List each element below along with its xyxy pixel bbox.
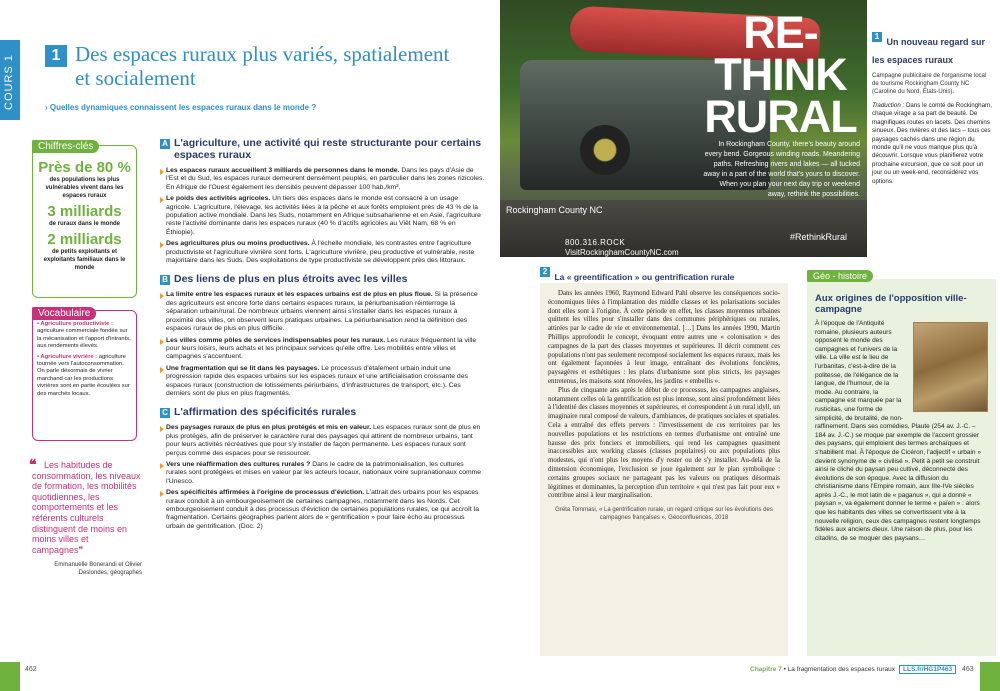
paragraph-text: L'attrait des urbains pour les espaces ruraux conduit à un embourgeoisement de certaines campagnes, notamment dans les Nords. Cet embourgeoisement conduit à des processus d'éviction de certaines populations rurales, ce qui accroît la fragmentation. Certains géographes parlent alors de « gentrification » pour faire écho au processus urbain de gentrification. (Doc. 2) (166, 489, 479, 530)
campaign-logo: Rockingham County NC (506, 205, 603, 215)
page-number: 463 (962, 666, 974, 673)
geo-history-box (807, 279, 996, 656)
vocabulary-item (37, 354, 132, 398)
section-paragraph (160, 489, 485, 531)
doc1-caption: Campagne publicitaire de l'organisme local de tourisme Rockingham County NC (Caroline du Nord, États-Unis). (872, 73, 987, 95)
section-letter: C (160, 408, 170, 418)
footer-chapter: Chapitre 7 (750, 666, 782, 673)
lesson-content (160, 137, 485, 539)
paragraph-text: Les espaces ruraux sont de plus en plus protégés, afin de préserver le caractère rural des paysages qui attirent de nombreux urbains, tant pour leurs activités récréatives que pour s'y installer de façon permanente. Les espaces ruraux sont perçus comme des espaces pour se ressourcer. (166, 424, 481, 457)
section-paragraph (160, 291, 485, 333)
stat-value: 2 milliards (47, 231, 122, 248)
doc2-text-box (540, 283, 788, 656)
campaign-hashtag: #RethinkRural (790, 232, 848, 242)
spare-tire-shape (580, 125, 630, 175)
campaign-url: VisitRockinghamCountyNC.com (565, 248, 679, 257)
stat-value: 3 milliards (47, 203, 122, 220)
vocabulary-term: • Agriculture productiviste : (37, 321, 113, 327)
lesson-section (160, 137, 485, 265)
paragraph-lead: Des agricultures plus ou moins productives. (166, 240, 310, 248)
translation-text: Dans le comté de Rockingham, chaque virage a sa part de beauté. De magnifiques routes en lacets. Des chemins sinueux. Des rivières et des lacs – tous ces paysages cachés dans une région du monde qu'il ne vous manque plus qu'à découvrir. Lorsque vous planifierez votre prochaine excursion, que ce soit pour un jour ou un week-end, reconsidérez vos options. (872, 102, 992, 185)
roman-mosaic-image (913, 322, 988, 412)
section-paragraph (160, 337, 485, 362)
key-figures-box (32, 145, 137, 298)
page-corner (980, 662, 1000, 691)
chapter-title: Des espaces ruraux plus variés, spatialement et socialement (75, 42, 450, 90)
cours-tab (0, 40, 20, 120)
doc1-caption-box (872, 32, 992, 186)
paragraph-lead: Des spécificités affirmées à l'origine de processus d'éviction. (166, 489, 365, 497)
key-figures-label: Chiffres-clés (32, 140, 99, 153)
paragraph-lead: La limite entre les espaces ruraux et les espaces urbains est de plus en plus floue. (166, 291, 433, 299)
paragraph-text: Dans le cadre de la patrimonialisation, les cultures rurales sont protégées et mises en valeur par les acteurs locaux, nationaux voire supranationaux comme l'Unesco. (166, 460, 482, 485)
doc-number: 2 (540, 267, 550, 277)
stat-value: Près de 80 % (38, 159, 131, 176)
paragraph-lead: Le poids des activités agricoles. (166, 195, 271, 203)
doc2-paragraph: Plus de cinquante ans après le début de ce processus, les campagnes anglaises, notamment celles où la gentrification est plus intense, sont ainsi profondément liées à l'identité des classes moyennes et supérieures, et correspondent à un rural idyll, un imaginaire rural composé de valeurs, d'ambiances, de pratiques sociales et spatiales. Cela a entraîné des effets pervers : l'investissement de ces territoires par les nouvelles populations et les restrictions en termes d'urbanisme ont entraîné une hausse des prix fonciers et immobiliers, qui rend les campagnes quasiment inaccessibles aux working classes (classes populaires) ou aux populations plus modestes, qui n'ont plus les moyens d'y rester ou de s'y installer. Au-delà de la dimension économique, l'exclusion se joue également sur le plan symbolique : certains groupes sociaux ne partageant pas les valeurs ou pratiques désormais légitimes et dominantes, la perception d'un territoire « qui n'est pas fait pour eux » contribue ainsi à leur marginalisation. (548, 386, 780, 500)
section-letter: A (160, 139, 170, 149)
doc-number: 1 (872, 32, 882, 42)
doc2-source: Gréta Tommasi, « La gentrification rurale, un regard critique sur les évolutions des campagnes françaises », Géoconfluences, 2018 (555, 507, 773, 522)
section-paragraph (160, 424, 485, 458)
paragraph-lead: Vers une réaffirmation des cultures rurales ? (166, 460, 311, 468)
paragraph-text: Si la présence des agriculteurs est encore forte dans certains espaces ruraux, la périurbanisation réinterroge la séparation urbain/rural. De nombreux urbains viennent ainsi s'installer dans les espaces ruraux à proximité des villes, on observent leurs pratiques urbaines. La périurbanisation rend la définition des espaces ruraux de plus en plus difficile. (166, 291, 478, 333)
doc1-translation (872, 102, 992, 186)
stat-description: des populations les plus vulnérables vivent dans les espaces ruraux (45, 177, 124, 199)
page-corner (0, 662, 20, 691)
translation-label: Traduction : (872, 102, 905, 109)
vocabulary-term: • Agriculture vivrière : (37, 353, 98, 360)
section-header (160, 137, 485, 161)
section-header (160, 406, 485, 418)
doc1-title: Un nouveau regard sur les espaces ruraux (872, 37, 985, 65)
paragraph-lead: Les espaces ruraux accueillent 3 milliards de personnes dans le monde. (166, 167, 400, 174)
chapter-question: › Quelles dynamiques connaissent les espaces ruraux dans le monde ? (45, 103, 317, 112)
paragraph-text: Un tiers des espaces dans le monde est consacré à un usage agricole. L'agriculture, l'élevage, les activités liées à la pêche et aux forêts emploient près de 43 % de la population active mondiale. Dans les Suds, notamment en Afrique subsaharienne et en Asie, l'agriculture reste l'activité dominante dans les espaces ruraux (40 % d'actifs agricoles au Viêt Nam, 68 % en Éthiopie). (166, 195, 481, 236)
section-header (160, 273, 485, 285)
section-title: Des liens de plus en plus étroits avec les villes (174, 273, 408, 286)
right-page (500, 0, 1000, 691)
quote-box (29, 456, 142, 577)
lesson-section (160, 273, 485, 398)
geo-history-title: Aux origines de l'opposition ville-campagne (815, 293, 967, 315)
paragraph-text: À l'échelle mondiale, les contrastes entre l'agriculture productiviste et l'agriculture vivrière sont forts. L'agriculture vivrière, peu productive et vulnérable, reste majoritaire dans les Suds. Des exploitations de type productiviste se développent près des littoraux. (166, 240, 475, 265)
paragraph-lead: Une fragmentation qui se lit dans les paysages. (166, 364, 320, 372)
section-letter: B (160, 275, 170, 285)
geo-history-label: Géo - histoire (807, 270, 873, 282)
footer-title: • La fragmentation des espaces ruraux (781, 666, 895, 673)
vocabulary-definition: agriculture tournée vers l'autoconsommation. On parle désormais de vivrier marchand car les productions vivrières sont en partie écoulées sur des marchés locaux. (37, 353, 130, 397)
doc2-title: La « greentification » ou gentrification rurale (554, 272, 735, 282)
stat-description: de petits exploitants et exploitants familiaux dans le monde (43, 249, 126, 271)
vocabulary-definition: agriculture commerciale fondée sur la mécanisation et l'apport d'intrants, aux rendements élevés. (37, 328, 131, 350)
paragraph-lead: Des paysages ruraux de plus en plus protégés et mis en valeur. (166, 424, 372, 432)
section-paragraph (160, 240, 485, 265)
section-title: L'agriculture, une activité qui reste structurante pour certains espaces ruraux (174, 137, 482, 161)
section-paragraph (160, 365, 485, 399)
campaign-photo (500, 0, 867, 257)
cours-tab-label: COURS 1 (3, 54, 15, 110)
campaign-copy: In Rockingham County, there's beauty around every bend. Gorgeous winding roads. Meandering paths. Refreshing rivers and lakes — all tucked away in a part of the world that's yours to discover. When you plan your next day trip or weekend away, rethink the possibilities. (703, 141, 860, 198)
paragraph-text: Dans les pays d'Asie de l'Est et du Sud, les espaces ruraux demeurent densément peuplés, en particulier dans les zones rizicoles. En Afrique de l'Ouest également les densités peuvent dépasser 100 hab./km². (166, 167, 485, 191)
vocabulary-label: Vocabulaire (32, 307, 96, 320)
paragraph-lead: Les villes comme pôles de services indispensables pour les ruraux. (166, 336, 386, 344)
section-paragraph (160, 167, 485, 192)
footer-link-code[interactable]: LLS.fr/HG1P463 (899, 665, 956, 674)
section-paragraph (160, 461, 485, 486)
section-paragraph (160, 195, 485, 237)
paragraph-text: Les ruraux fréquentent la ville pour leurs loisirs, leurs achats et les principaux services qu'elle offre. Les mobilités entre villes et campagnes s'accentuent. (166, 336, 477, 361)
geo-history-text: À l'époque de l'Antiquité romaine, plusieurs auteurs opposent le monde des campagnes et l'univers de la ville. La ville est le lieu de l'urbanitas, c'est-à-dire de la politesse, de l'élégance de la langue, de l'humour, de la mode. Au contraire, la campagne est marquée par la rusticitas, une forme de simplicité, de brutalité, de non-raffinement. Dans ses comédies, Plaute (254 av. J.-C. – 184 av. J.-C.) se moque par exemple de l'accent grossier des paysans, qui emploient des termes archaïques et s'habillent mal. À l'époque de Cicéron, l'adjectif « urbain » devient synonyme de « civilisé ». Petit à petit se construit ainsi le cliché du paysan peu cultivé, déconnecté des évolutions de son époque. Avec la diffusion du christianisme dans l'Empire romain, aux IIIe-IVe siècles après J.-C., le mot latin de « paganus », qui a donné « paysan », va également donner le terme « païen » : alors que les habitants des villes se convertissent vite à la nouvelle religion, ceux des campagnes restent longtemps fidèles aux anciens dieux. Une raison de plus, pour les citadins, de se moquer des paysans… (815, 320, 981, 542)
campaign-phone: 800.316.ROCK (565, 238, 626, 247)
quote-open-mark: ❝ (29, 456, 37, 472)
quote-text: Les habitudes de consommation, les niveaux de formation, les mobilités quotidiennes, les comportements et les référents culturels distinguent de moins en moins villes et campagnes❞ (32, 460, 141, 555)
quote-author: Emmanuelle Bonerandi et Olivier Deslondes, géographes (54, 562, 142, 577)
page-number: 462 (25, 666, 37, 673)
doc2-text (548, 290, 780, 501)
chapter-number: 1 (45, 45, 67, 67)
stat-description: de ruraux dans le monde (48, 221, 121, 227)
page-footer (750, 666, 956, 673)
campaign-title: RE-THINK RURAL (704, 7, 857, 142)
lesson-section (160, 406, 485, 531)
doc2-paragraph: Dans les années 1960, Raymond Edward Pahl observe les conséquences socio-économiques liées à l'implantation des middle classes et les polarisations sociales dont elles sont à l'origine. À cette période en effet, les classes moyennes urbaines quittent les villes pour s'installer dans des communes périphériques ou rurales, attirées par le cadre de vie et environnemental. […] Dans les années 1990, Martin Phillips approfondit le concept, évoquant entre autres une « colonisation » des campagnes de la part des classes moyennes et supérieures. Il décrit comment ces populations n'ont pas seulement recomposé socialement les espaces ruraux, mais les ont également façonnées à leur image, entraînant des évolutions foncières, paysagères et esthétiques : les plans d'urbanisme sont plus stricts, les paysages entretenus, les maisons sont rénovées, les jardins « embellis ». (548, 290, 780, 385)
vocabulary-box (32, 310, 137, 441)
paragraph-text: Le processus d'étalement urbain induit une progression rapide des espaces urbains sur les espaces ruraux et une artificialisation croissante des espaces ruraux (construction de lotissements périurbains, d'infrastructures de transport, etc.). Ces derniers sont de plus en plus fragmentés. (166, 364, 468, 397)
section-title: L'affirmation des spécificités rurales (174, 406, 357, 419)
vocabulary-item (37, 321, 132, 351)
